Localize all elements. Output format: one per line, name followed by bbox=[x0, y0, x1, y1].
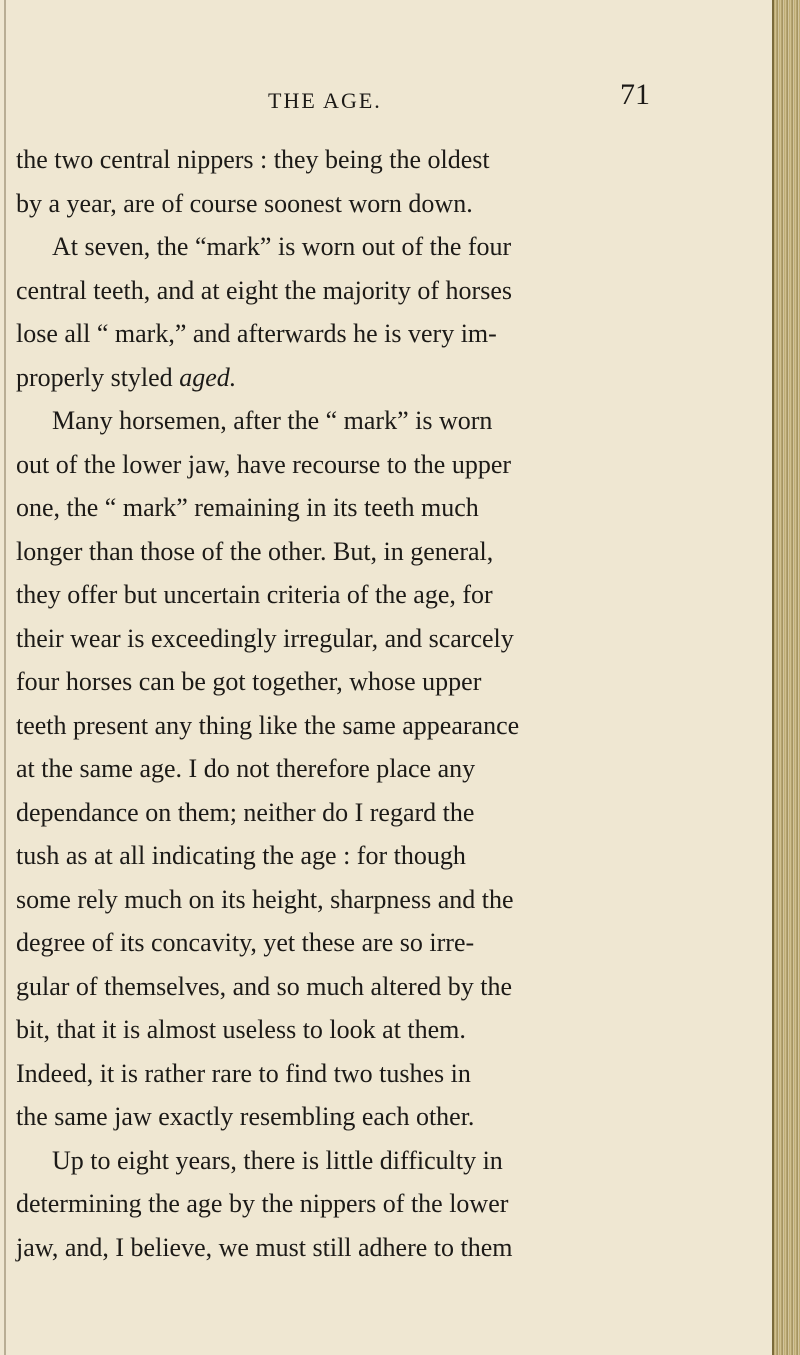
text-line: Many horsemen, after the “ mark” is worn bbox=[52, 406, 493, 435]
text-line: At seven, the “mark” is worn out of the four bbox=[52, 232, 512, 261]
text-line: dependance on them; neither do I regard the bbox=[16, 797, 475, 827]
text-line: by a year, are of course soonest worn down. bbox=[16, 188, 473, 218]
text-line: teeth present any thing like the same appearance bbox=[16, 710, 520, 740]
text-line: lose all “ mark,” and afterwards he is very im- bbox=[16, 319, 497, 348]
text-line: determining the age by the nippers of the lower bbox=[16, 1189, 509, 1218]
text-line: one, the “ mark” remaining in its teeth much bbox=[16, 493, 479, 522]
italic-word-aged: aged. bbox=[179, 362, 237, 392]
text-line: four horses can be got together, whose upper bbox=[16, 667, 482, 696]
text-line: out of the lower jaw, have recourse to the upper bbox=[16, 449, 512, 479]
page-number: 71 bbox=[620, 78, 650, 111]
text-line bbox=[16, 356, 784, 400]
gutter-shadow bbox=[4, 0, 6, 1355]
text-line: bit, that it is almost useless to look at them. bbox=[16, 1015, 466, 1044]
body-text bbox=[16, 138, 784, 1269]
page-header bbox=[0, 78, 780, 118]
text-line: Up to eight years, there is little difficulty in bbox=[52, 1145, 503, 1175]
text-line: central teeth, and at eight the majority of horses bbox=[16, 275, 512, 305]
text-line: jaw, and, I believe, we must still adhere to them bbox=[16, 1232, 513, 1262]
text-line: Indeed, it is rather rare to find two tushes in bbox=[16, 1058, 471, 1088]
text-line: some rely much on its height, sharpness and the bbox=[16, 884, 514, 914]
running-head: THE AGE. bbox=[268, 88, 382, 113]
text-line: the two central nippers : they being the oldest bbox=[16, 145, 490, 174]
text-line: longer than those of the other. But, in general, bbox=[16, 536, 494, 566]
text-line: they offer but uncertain criteria of the age, for bbox=[16, 580, 493, 609]
text-line: tush as at all indicating the age : for though bbox=[16, 841, 466, 870]
text-segment: properly styled bbox=[16, 362, 180, 392]
text-line: gular of themselves, and so much altered by the bbox=[16, 971, 513, 1001]
text-line: their wear is exceedingly irregular, and scarcely bbox=[16, 623, 514, 653]
text-line: degree of its concavity, yet these are so irre- bbox=[16, 928, 475, 957]
text-line: at the same age. I do not therefore place any bbox=[16, 754, 476, 783]
text-line: the same jaw exactly resembling each other. bbox=[16, 1102, 475, 1131]
